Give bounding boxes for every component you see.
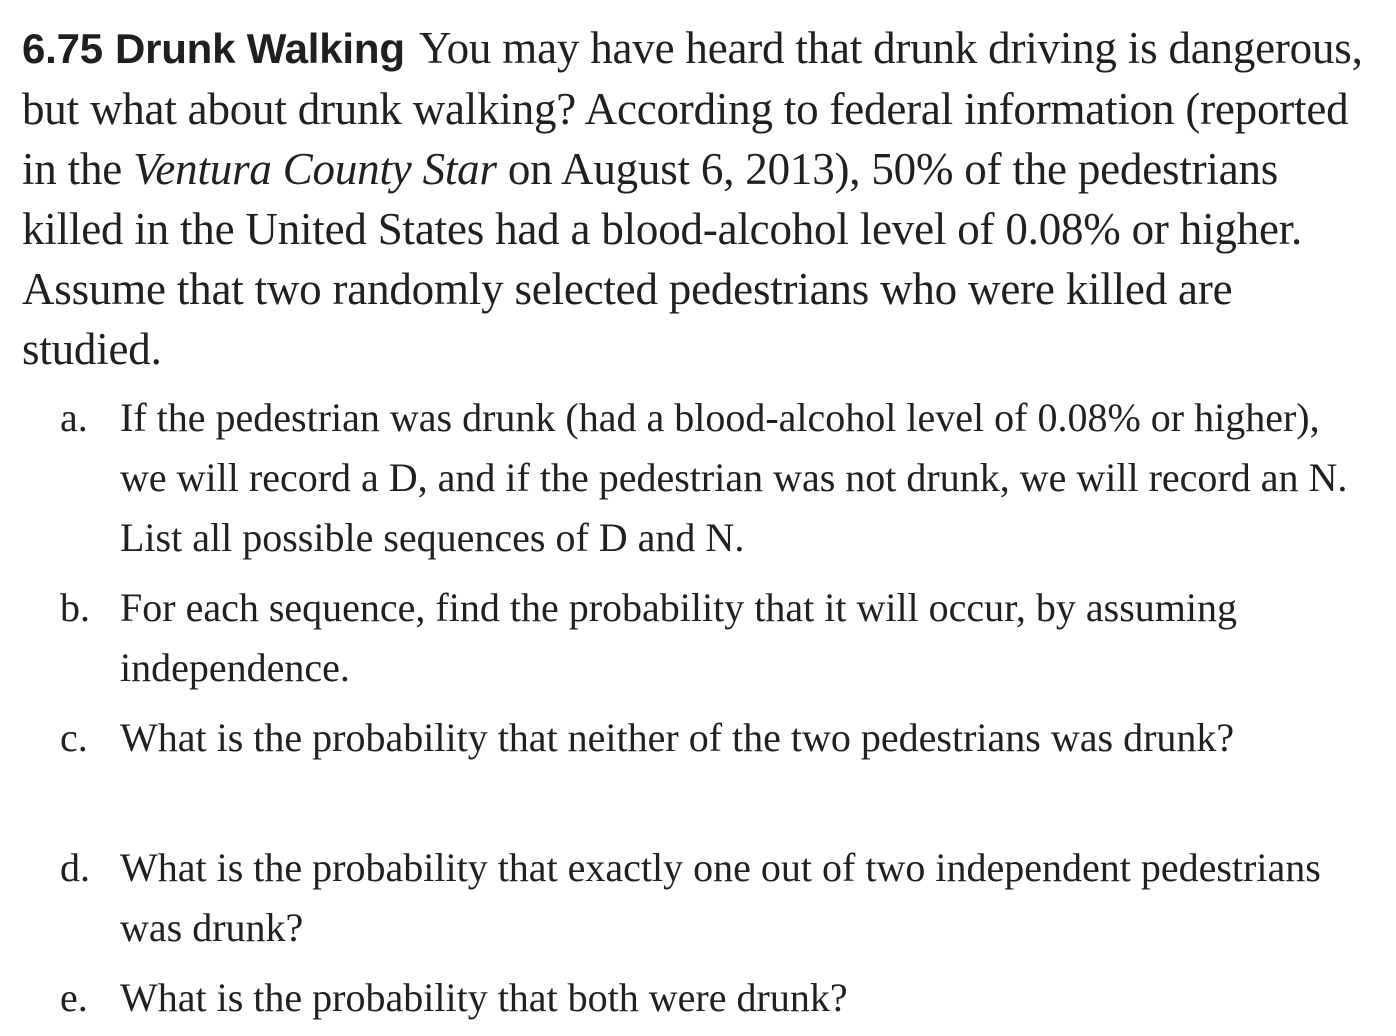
part-letter: b. xyxy=(60,585,90,630)
part-text: What is the probability that neither of the two pedestrians was drunk? xyxy=(120,715,1235,760)
exercise-number: 6.75 xyxy=(22,25,103,72)
exercise-title: Drunk Walking xyxy=(114,25,405,72)
part-d xyxy=(60,838,1360,958)
part-a xyxy=(60,388,1360,568)
part-letter: a. xyxy=(60,395,88,440)
part-text: For each sequence, find the probability that it will occur, by assuming independence. xyxy=(120,585,1238,690)
part-letter: c. xyxy=(60,715,88,760)
part-letter: e. xyxy=(60,975,88,1020)
intro-text-end: on August 6, 2013), 50% of the pedestrians killed in the United States had a blood-alcohol level of 0.08% or higher. Assume that two randomly selected pedestrians who were killed are studied. xyxy=(22,144,1303,374)
intro-text-start: You may have heard that drunk driving is dangerous, but what about drunk walking? According to federal information (reported in the xyxy=(22,23,1363,194)
publication-name: Ventura County Star xyxy=(133,144,497,194)
part-c xyxy=(60,708,1360,768)
part-e xyxy=(60,968,1360,1028)
part-text: What is the probability that exactly one out of two independent pedestrians was drunk? xyxy=(120,845,1321,950)
part-letter: d. xyxy=(60,845,90,890)
part-text: If the pedestrian was drunk (had a blood-alcohol level of 0.08% or higher), we will record a D, and if the pedestrian was not drunk, we will record an N. List all possible sequences of D and N. xyxy=(120,395,1348,560)
part-text: What is the probability that both were drunk? xyxy=(120,975,848,1020)
exercise-intro xyxy=(22,18,1382,379)
part-b xyxy=(60,578,1360,698)
